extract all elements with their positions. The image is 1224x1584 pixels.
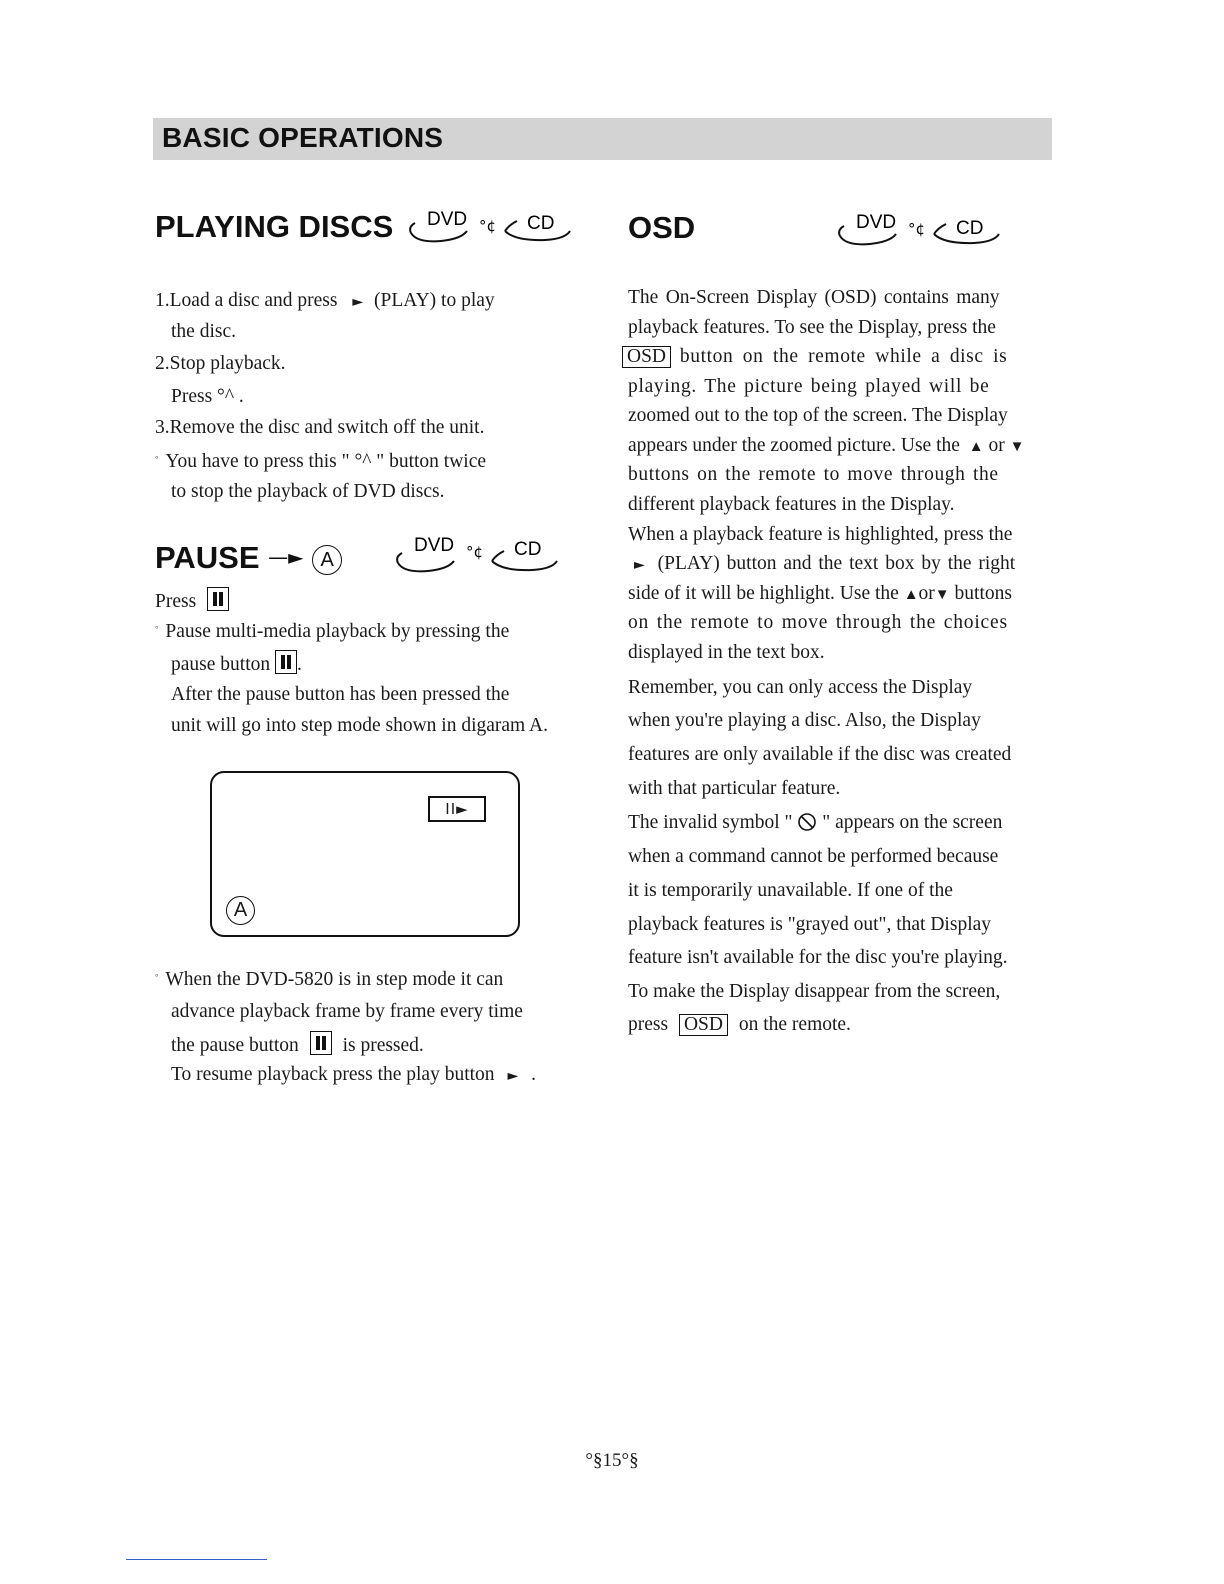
osd-line-3 xyxy=(622,345,1007,368)
page-title: BASIC OPERATIONS xyxy=(162,122,444,153)
up-arrow-icon: ▲ xyxy=(903,587,919,603)
osd-title: OSD xyxy=(628,210,696,245)
pause-button-icon xyxy=(310,1031,332,1055)
bullet-icon: ﾟ xyxy=(155,625,161,638)
diagram-a-label: A xyxy=(226,896,255,925)
step-2: 2.Stop playback. xyxy=(155,353,286,374)
cd-label: CD xyxy=(956,218,984,239)
play-icon: ► xyxy=(634,557,645,573)
badge-separator: °¢ xyxy=(479,217,497,235)
dvd-label: DVD xyxy=(856,212,897,233)
osd-line-18-b: " appears on the screen xyxy=(822,812,1003,833)
osd-key-icon: OSD xyxy=(679,1014,728,1036)
resume-note xyxy=(171,1063,536,1086)
marker-a-icon: A xyxy=(312,545,342,575)
dvd-label: DVD xyxy=(414,535,455,556)
osd-line-24-b: on the remote. xyxy=(738,1014,851,1035)
step-mode-note xyxy=(155,968,503,991)
osd-line-5: zoomed out to the top of the screen. The Display xyxy=(628,405,1008,426)
pause-section-title xyxy=(155,540,342,576)
pause-note-1 xyxy=(155,620,509,643)
osd-line-6 xyxy=(628,434,1025,457)
step-1 xyxy=(155,289,495,312)
pause-note-2: After the pause button has been pressed the xyxy=(171,684,510,705)
bullet-icon: ﾟ xyxy=(155,455,161,468)
page-number: °§15°§ xyxy=(585,1450,639,1471)
osd-line-14: Remember, you can only access the Display xyxy=(628,677,973,698)
step-mode-note-c-text: the pause button xyxy=(171,1035,299,1056)
osd-line-24 xyxy=(628,1013,851,1036)
footer-rule xyxy=(126,1559,267,1560)
pause-note-1-text: Pause multi-media playback by pressing the xyxy=(165,621,510,642)
badge-separator: °¢ xyxy=(908,220,926,238)
osd-line-2: playback features. To see the Display, press the xyxy=(628,317,996,338)
up-arrow-icon: ▲ xyxy=(968,439,984,455)
osd-line-23: To make the Display disappear from the screen, xyxy=(628,981,1001,1002)
step-1-text-a: 1.Load a disc and press xyxy=(155,290,338,311)
pause-note-2-continued: unit will go into step mode shown in digaram A. xyxy=(171,715,548,736)
osd-line-18 xyxy=(628,811,1002,834)
osd-line-18-a: The invalid symbol " xyxy=(628,812,793,833)
disc-type-badge xyxy=(405,203,575,252)
osd-line-6-text: appears under the zoomed picture. Use the xyxy=(628,435,960,456)
stop-note-text: You have to press this " °^ " button twice xyxy=(165,451,487,472)
down-arrow-icon: ▼ xyxy=(1009,439,1025,455)
osd-line-12: on the remote to move through the choices xyxy=(628,612,1008,633)
osd-key-icon: OSD xyxy=(622,346,671,368)
step-1-text-b: (PLAY) to play xyxy=(374,290,495,311)
step-2-press: Press °^ . xyxy=(171,386,244,407)
step-3: 3.Remove the disc and switch off the unit. xyxy=(155,417,485,438)
stop-note xyxy=(155,450,486,473)
osd-line-20: it is temporarily unavailable. If one of the xyxy=(628,880,953,901)
osd-line-16: features are only available if the disc was created xyxy=(628,744,1012,765)
play-icon: ► xyxy=(352,294,364,310)
pause-title: PAUSE xyxy=(155,540,260,575)
disc-type-badge-pause xyxy=(392,531,562,580)
pause-press xyxy=(155,587,229,613)
badge-separator: °¢ xyxy=(466,543,484,561)
osd-line-8: different playback features in the Display. xyxy=(628,494,955,515)
osd-line-3-text: button on the remote while a disc is xyxy=(679,346,1008,367)
pause-note-1-b: pause button xyxy=(171,654,271,675)
step-mode-indicator: II► xyxy=(428,796,486,822)
osd-line-21: playback features is "grayed out", that Display xyxy=(628,914,992,935)
osd-line-7: buttons on the remote to move through the xyxy=(628,464,999,485)
resume-note-period: . xyxy=(531,1064,536,1085)
osd-line-1: The On-Screen Display (OSD) contains many xyxy=(628,287,1000,308)
dvd-label: DVD xyxy=(427,209,468,230)
disc-type-badge-osd xyxy=(834,206,1004,255)
cd-label: CD xyxy=(527,213,555,234)
invalid-symbol-icon xyxy=(797,812,817,832)
play-icon: ► xyxy=(507,1068,519,1084)
osd-line-11 xyxy=(628,582,1012,605)
step-1-continued: the disc. xyxy=(171,321,236,342)
osd-line-15: when you're playing a disc. Also, the Display xyxy=(628,710,981,731)
osd-line-10 xyxy=(634,552,1015,575)
osd-line-22: feature isn't available for the disc you're playing. xyxy=(628,947,1008,968)
pause-button-icon xyxy=(275,650,297,674)
osd-line-17: with that particular feature. xyxy=(628,778,841,799)
stop-note-continued: to stop the playback of DVD discs. xyxy=(171,481,445,502)
osd-line-11-a: side of it will be highlight. Use the xyxy=(628,583,899,604)
bullet-icon: ﾟ xyxy=(155,973,161,986)
osd-line-6-or: or xyxy=(988,435,1005,456)
cd-label: CD xyxy=(514,539,542,560)
osd-line-24-a: press xyxy=(628,1014,669,1035)
down-arrow-icon: ▼ xyxy=(934,587,950,603)
osd-line-10-text: (PLAY) button and the text box by the right xyxy=(657,553,1016,574)
osd-line-11-c: buttons xyxy=(954,583,1012,604)
step-mode-note-a: When the DVD-5820 is in step mode it can xyxy=(165,969,504,990)
step-mode-note-d-text: is pressed. xyxy=(342,1035,424,1056)
pause-press-text: Press xyxy=(155,591,197,612)
osd-line-13: displayed in the text box. xyxy=(628,642,825,663)
step-mode-note-c xyxy=(171,1031,424,1057)
arrow-icon: —► xyxy=(268,545,304,569)
osd-line-9: When a playback feature is highlighted, press the xyxy=(628,524,1013,545)
pause-button-icon xyxy=(207,587,229,611)
osd-line-4: playing. The picture being played will be xyxy=(628,376,990,397)
playing-discs-title: PLAYING DISCS xyxy=(155,209,394,244)
osd-line-19: when a command cannot be performed because xyxy=(628,846,999,867)
pause-note-1-continued xyxy=(171,650,302,676)
osd-line-11-b: or xyxy=(918,583,935,604)
resume-note-text: To resume playback press the play button xyxy=(171,1064,495,1085)
pause-note-1-c: . xyxy=(296,654,302,675)
step-mode-note-b: advance playback frame by frame every time xyxy=(171,1001,523,1022)
